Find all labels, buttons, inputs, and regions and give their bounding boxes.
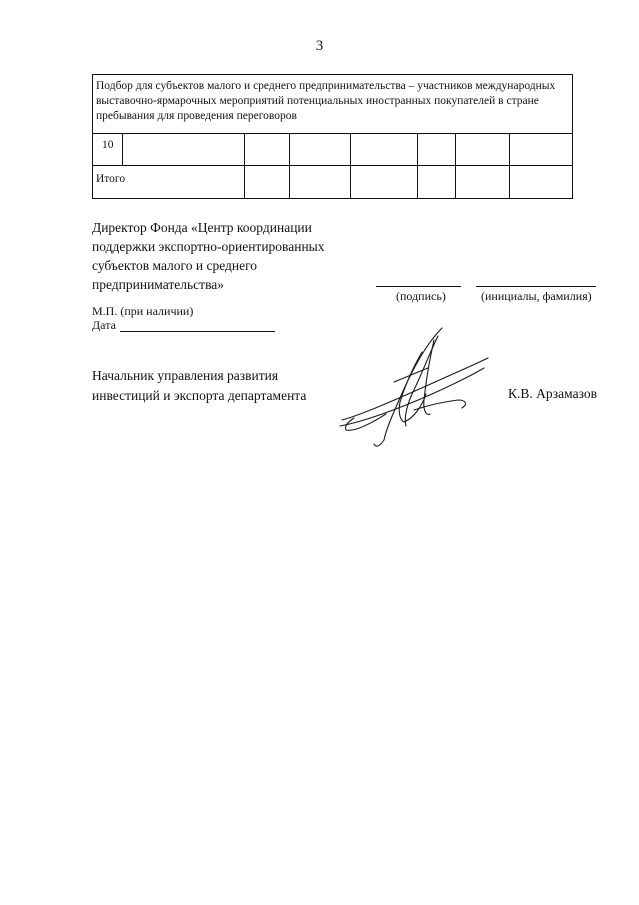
table-total-row (93, 166, 573, 199)
services-table (92, 74, 573, 199)
table-cell (456, 134, 510, 166)
department-head-title-line: инвестиций и экспорта департамента (92, 388, 307, 403)
director-title (92, 218, 325, 294)
signature-line (376, 286, 461, 287)
table-cell (290, 166, 351, 199)
department-head-title (92, 366, 306, 406)
table-cell (510, 166, 573, 199)
table-header-row (93, 75, 573, 134)
initials-caption: (инициалы, фамилия) (481, 289, 592, 303)
director-title-line: поддержки экспортно-ориентированных (92, 239, 325, 254)
table-header-cell: Подбор для субъектов малого и среднего предпринимательства – участников международных выставочно-ярмарочных мероприятий потенциальных иностранных покупателей в стране пребывания для проведения переговоров (93, 75, 573, 134)
row-number-cell: 10 (93, 134, 123, 166)
table-cell (510, 134, 573, 166)
director-title-line: предпринимательства» (92, 277, 225, 292)
page-number: 3 (315, 38, 324, 54)
table-cell (245, 134, 290, 166)
table-cell (418, 134, 456, 166)
date-label: Дата (92, 318, 116, 332)
director-title-line: Директор Фонда «Центр координации (92, 220, 312, 235)
department-head-name: К.В. Арзамазов (508, 386, 597, 401)
table-cell (123, 134, 245, 166)
initials-line (476, 286, 596, 287)
table-cell (418, 166, 456, 199)
table-cell (351, 134, 418, 166)
director-title-line: субъектов малого и среднего (92, 258, 258, 273)
department-head-title-line: Начальник управления развития (92, 368, 279, 383)
table-cell (290, 134, 351, 166)
date-line (120, 331, 275, 332)
total-label-cell: Итого (93, 166, 245, 199)
seal-label: М.П. (при наличии) (92, 304, 194, 318)
table-cell (351, 166, 418, 199)
signature-caption: (подпись) (396, 289, 446, 303)
table-cell (245, 166, 290, 199)
handwritten-signature (334, 322, 494, 452)
table-row (93, 134, 573, 166)
table-cell (456, 166, 510, 199)
